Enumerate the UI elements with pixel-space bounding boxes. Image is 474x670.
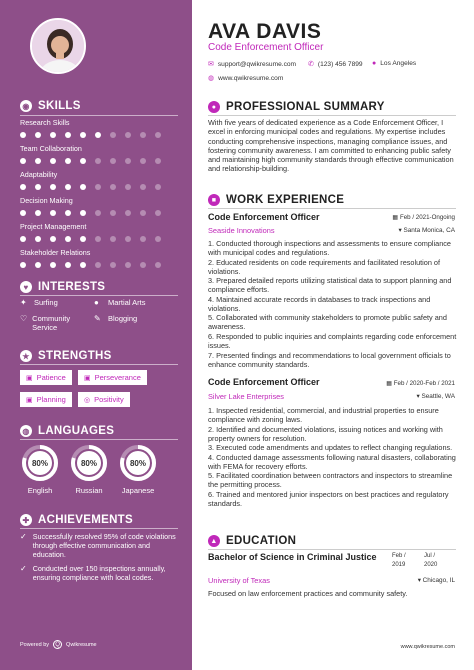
rating-dot xyxy=(20,236,26,242)
rating-dot xyxy=(95,158,101,164)
school: University of Texas xyxy=(208,576,270,585)
language-item xyxy=(118,443,158,495)
job-location: ▾ Santa Monica, CA xyxy=(398,227,455,234)
community-icon: ♡ xyxy=(20,314,28,323)
rating-dot xyxy=(80,184,86,190)
job-bullet: 6. Responded to public inquiries and complaints regarding code enforcement issues. xyxy=(208,331,457,351)
star-icon: ★ xyxy=(20,350,32,362)
rating-dot xyxy=(80,210,86,216)
rating-dot xyxy=(50,236,56,242)
language-name: Russian xyxy=(75,486,103,495)
degree: Bachelor of Science in Criminal Justice xyxy=(208,552,377,562)
skill-rating xyxy=(20,158,180,164)
website[interactable]: ◍ www.qwikresume.com xyxy=(208,74,284,82)
job-dates: ▦ Feb / 2020-Feb / 2021 xyxy=(386,380,455,387)
language-gauge xyxy=(69,443,109,483)
experience-heading: ■ WORK EXPERIENCE xyxy=(208,194,344,206)
rating-dot xyxy=(80,236,86,242)
email-icon: ✉ xyxy=(208,61,214,68)
strength-tag: ▣ Patience xyxy=(20,370,72,385)
rating-dot xyxy=(125,184,131,190)
interest-item: ♡ Community Service xyxy=(20,314,71,332)
skill-rating xyxy=(20,210,180,216)
job-company: Silver Lake Enterprises xyxy=(208,392,284,401)
skill-rating xyxy=(20,236,180,242)
location-icon: ▾ xyxy=(416,393,422,400)
job-bullet: 6. Trained and mentored junior inspectors on best practices and regulatory standards. xyxy=(208,489,449,508)
gauge-label: 80% xyxy=(129,459,147,468)
job-title: Code Enforcement Officer xyxy=(208,377,320,387)
strength-tag: ▣ Planning xyxy=(20,392,72,407)
rating-dot xyxy=(95,210,101,216)
divider xyxy=(20,295,178,296)
skill-name: Project Management xyxy=(20,222,87,231)
skill-name: Stakeholder Relations xyxy=(20,248,91,257)
rating-dot xyxy=(65,236,71,242)
rating-dot xyxy=(35,236,41,242)
surfing-icon: ✦ xyxy=(20,298,27,307)
rating-dot xyxy=(65,184,71,190)
skill-item xyxy=(20,222,180,242)
rating-dot xyxy=(140,132,146,138)
rating-dot xyxy=(65,132,71,138)
strengths-heading: ★ STRENGTHS xyxy=(20,350,112,362)
calendar-icon: ▦ xyxy=(392,214,400,221)
briefcase-icon: ■ xyxy=(208,194,220,206)
divider xyxy=(20,364,178,365)
job-bullet: 2. Identified and documented violations, issuing notices and working with property owners for resolution. xyxy=(208,424,443,443)
brand-link[interactable]: Qwikresume xyxy=(66,641,97,648)
skill-item xyxy=(20,196,180,216)
rating-dot xyxy=(155,262,161,268)
rating-dot xyxy=(125,132,131,138)
interests-heading: ♥ INTERESTS xyxy=(20,281,105,293)
avatar-icon xyxy=(32,20,86,74)
skill-item xyxy=(20,118,180,138)
rating-dot xyxy=(35,132,41,138)
job-bullet: 1. Inspected residential, commercial, and industrial properties to ensure compliance with zoning laws. xyxy=(208,406,439,425)
phone-icon: ✆ xyxy=(308,61,314,68)
rating-dot xyxy=(125,158,131,164)
calendar-icon: ▦ xyxy=(386,380,394,387)
rating-dot xyxy=(110,210,116,216)
rating-dot xyxy=(20,262,26,268)
strength-tag: ▣ Perseverance xyxy=(78,370,147,385)
rating-dot xyxy=(140,184,146,190)
divider xyxy=(208,115,456,116)
rating-dot xyxy=(50,210,56,216)
sidebar xyxy=(0,0,192,670)
job-bullets xyxy=(208,239,458,369)
achievement-item: ✓ Successfully resolved 95% of code violations through effective communication and education. xyxy=(20,532,176,559)
skill-name: Team Collaboration xyxy=(20,144,82,153)
divider xyxy=(20,439,178,440)
skill-item xyxy=(20,144,180,164)
skill-item xyxy=(20,248,180,268)
candidate-name: AVA DAVIS xyxy=(208,20,322,43)
job-dates: ▦ Feb / 2021-Ongoing xyxy=(392,214,455,221)
job-title: Code Enforcement Officer xyxy=(208,212,320,222)
rating-dot xyxy=(155,132,161,138)
skill-rating xyxy=(20,184,180,190)
rating-dot xyxy=(50,262,56,268)
education-heading: ▲ EDUCATION xyxy=(208,535,296,547)
globe-icon: ◍ xyxy=(20,425,32,437)
location: ● Los Angeles xyxy=(372,60,417,67)
job-bullet: 1. Conducted thorough inspections and assessments to ensure compliance with municipal codes and regulations. xyxy=(208,239,451,258)
medal-icon: ✓ xyxy=(20,532,27,541)
rating-dot xyxy=(50,132,56,138)
job-bullet: 4. Maintained accurate records in databases to track inspections and violations. xyxy=(208,294,431,313)
powered-by: Powered by Q Qwikresume xyxy=(20,641,97,648)
strength-tag: ◎ Positivity xyxy=(78,392,130,407)
blogging-icon: ✎ xyxy=(94,314,101,323)
rating-dot xyxy=(35,184,41,190)
rating-dot xyxy=(110,184,116,190)
language-gauge xyxy=(20,443,60,483)
summary-text: With five years of dedicated experience as a Code Enforcement Officer, I excel in enforcing municipal codes and regulations. My expertise includes conducting comprehensive inspections, managing compliance issues, and fostering community awareness. I am committed to enhancing public safety and maintaining high community standards through effective communication and relationship-building. xyxy=(208,118,454,174)
strength-icon: ▣ xyxy=(26,374,33,382)
rating-dot xyxy=(140,210,146,216)
education-description: Focused on law enforcement practices and community safety. xyxy=(208,589,408,598)
location-icon: ▾ xyxy=(417,577,423,584)
person-icon: ● xyxy=(208,101,220,113)
language-name: Japanese xyxy=(121,486,155,495)
heart-icon: ♥ xyxy=(20,281,32,293)
education-location: ▾ Chicago, IL xyxy=(417,577,455,584)
interest-item: ● Martial Arts xyxy=(94,298,146,307)
rating-dot xyxy=(35,210,41,216)
email[interactable]: ✉ support@qwikresume.com xyxy=(208,60,297,68)
language-item xyxy=(69,443,109,495)
job-company: Seaside Innovations xyxy=(208,226,275,235)
job-bullets xyxy=(208,406,458,509)
gauge-label: 80% xyxy=(31,459,49,468)
qwikresume-logo-icon: Q xyxy=(53,640,62,649)
rating-dot xyxy=(50,184,56,190)
rating-dot xyxy=(140,236,146,242)
rating-dot xyxy=(110,236,116,242)
rating-dot xyxy=(110,132,116,138)
rating-dot xyxy=(20,184,26,190)
rating-dot xyxy=(110,262,116,268)
medal-icon: ✓ xyxy=(20,564,27,573)
martial-arts-icon: ● xyxy=(94,298,99,307)
job-bullet: 3. Prepared detailed reports utilizing statistical data to support planning and compliance efforts. xyxy=(208,276,452,295)
rating-dot xyxy=(155,236,161,242)
rating-dot xyxy=(140,262,146,268)
divider xyxy=(20,115,178,116)
rating-dot xyxy=(155,158,161,164)
job-bullet: 4. Conducted damage assessments following natural disasters, collaborating with FEMA for recovery efforts. xyxy=(208,452,456,471)
job-bullet: 3. Executed code amendments and updates to reflect changing regulations. xyxy=(208,443,453,453)
divider xyxy=(208,208,456,209)
strength-icon: ▣ xyxy=(84,374,91,382)
education-dates: Feb / 2019 Jul / 2020 xyxy=(392,553,438,568)
rating-dot xyxy=(95,184,101,190)
languages-heading: ◍ LANGUAGES xyxy=(20,425,114,437)
achievement-item: ✓ Conducted over 150 inspections annually, ensuring compliance with local codes. xyxy=(20,564,166,582)
language-item xyxy=(20,443,60,495)
job-bullet: 2. Educated residents on code requirements and facilitated resolution of violations. xyxy=(208,257,441,276)
interest-item: ✦ Surfing xyxy=(20,298,58,307)
job-bullet: 5. Facilitated coordination between contractors and inspectors to streamline the permitting process. xyxy=(208,471,453,490)
location-icon: ▾ xyxy=(398,227,404,234)
rating-dot xyxy=(95,262,101,268)
profile-photo xyxy=(30,18,86,74)
rating-dot xyxy=(155,210,161,216)
graduation-cap-icon: ▲ xyxy=(208,535,220,547)
rating-dot xyxy=(20,158,26,164)
rating-dot xyxy=(125,236,131,242)
trophy-icon: ✚ xyxy=(20,514,32,526)
interest-item: ✎ Blogging xyxy=(94,314,138,323)
divider xyxy=(208,549,456,550)
rating-dot xyxy=(65,210,71,216)
achievements-heading: ✚ ACHIEVEMENTS xyxy=(20,514,133,526)
skill-name: Decision Making xyxy=(20,196,73,205)
skills-heading: ◉ SKILLS xyxy=(20,100,81,112)
rating-dot xyxy=(35,262,41,268)
skill-rating xyxy=(20,132,180,138)
job-bullet: 7. Presented findings and recommendations to local government officials to enhance community standards. xyxy=(208,350,451,369)
skill-rating xyxy=(20,262,180,268)
rating-dot xyxy=(65,262,71,268)
lightbulb-icon: ◉ xyxy=(20,100,32,112)
summary-heading: ● PROFESSIONAL SUMMARY xyxy=(208,101,385,113)
job-bullet: 5. Collaborated with community stakeholders to promote public safety and awareness. xyxy=(208,313,447,332)
rating-dot xyxy=(125,210,131,216)
rating-dot xyxy=(65,158,71,164)
language-gauge xyxy=(118,443,158,483)
strength-icon: ◎ xyxy=(84,396,91,404)
globe-icon: ◍ xyxy=(208,75,215,82)
rating-dot xyxy=(80,158,86,164)
rating-dot xyxy=(125,262,131,268)
rating-dot xyxy=(140,158,146,164)
strength-icon: ▣ xyxy=(26,396,33,404)
rating-dot xyxy=(95,236,101,242)
rating-dot xyxy=(20,132,26,138)
candidate-role: Code Enforcement Officer xyxy=(208,42,324,53)
rating-dot xyxy=(110,158,116,164)
skill-name: Research Skills xyxy=(20,118,70,127)
rating-dot xyxy=(20,210,26,216)
footer-url[interactable]: www.qwikresume.com xyxy=(400,644,455,650)
rating-dot xyxy=(80,132,86,138)
skill-item xyxy=(20,170,180,190)
rating-dot xyxy=(95,132,101,138)
rating-dot xyxy=(35,158,41,164)
rating-dot xyxy=(50,158,56,164)
skill-name: Adaptability xyxy=(20,170,58,179)
rating-dot xyxy=(155,184,161,190)
phone[interactable]: ✆ (123) 456 7899 xyxy=(308,60,363,68)
rating-dot xyxy=(80,262,86,268)
gauge-label: 80% xyxy=(80,459,98,468)
divider xyxy=(20,528,178,529)
location-icon: ● xyxy=(372,60,377,67)
job-location: ▾ Seattle, WA xyxy=(416,393,455,400)
language-name: English xyxy=(27,486,53,495)
